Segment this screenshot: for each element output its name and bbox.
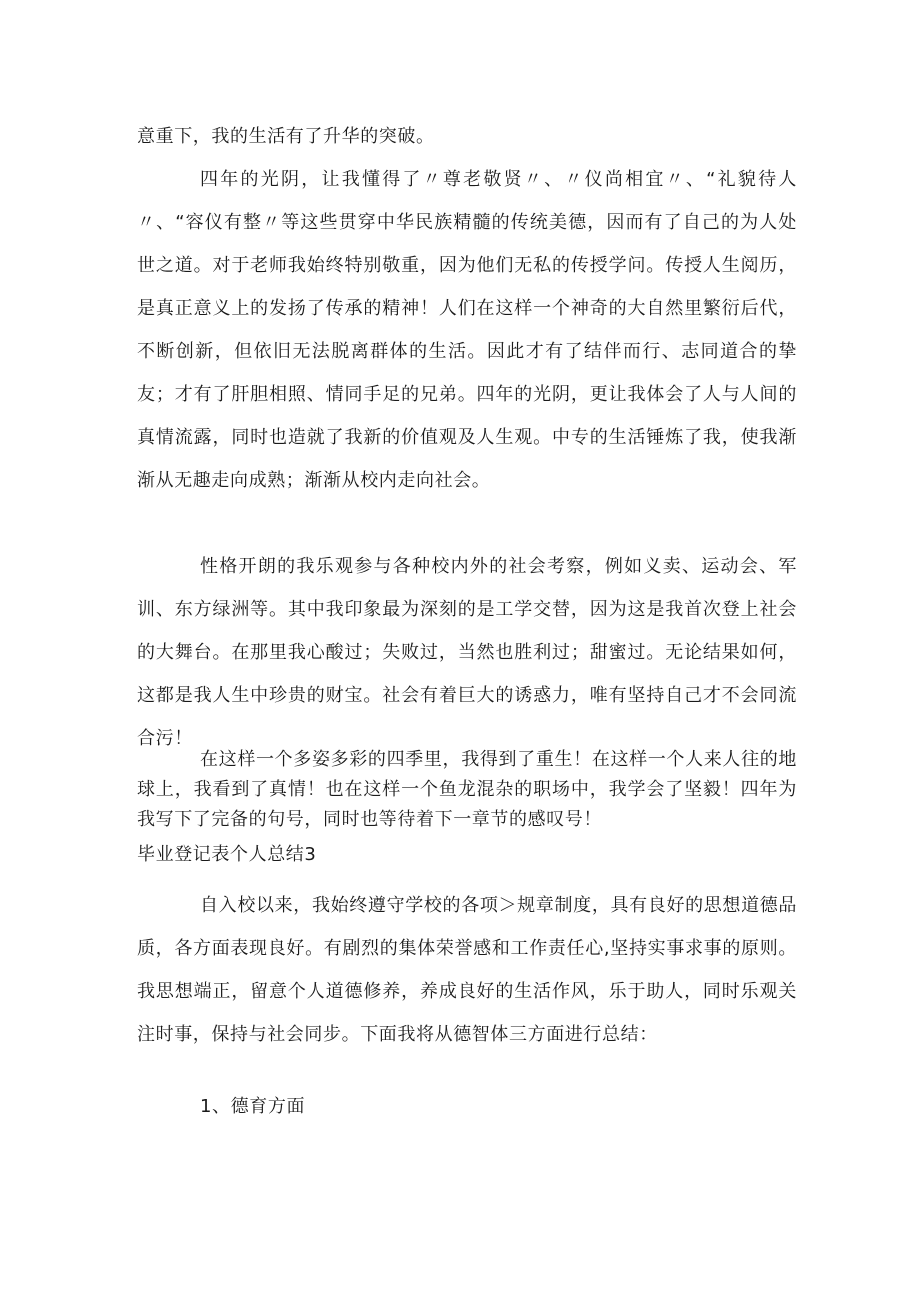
paragraph-four-seasons: 在这样一个多姿多彩的四季里，我得到了重生！在这样一个人来人往的地球上，我看到了真情！也在这样一个鱼龙混杂的职场中，我学会了坚毅！四年为我写下了完备的句号，同时也等待着下一章节的感叹号！	[137, 749, 797, 830]
paragraph-continuation: 意重下，我的生活有了升华的突破。	[137, 126, 435, 147]
paragraph-since-enrollment: 自入校以来，我始终遵守学校的各项＞规章制度，具有良好的思想道德品质，各方面表现良好。有剧烈的集体荣誉感和工作责任心,坚持实事求事的原则。我思想端正，留意个人道德修养，养成良好的生活作风，乐于助人，同时乐观关注时事，保持与社会同步。下面我将从德智体三方面进行总结：	[137, 895, 797, 1045]
subheading-moral-education: 1、德育方面	[200, 1096, 306, 1117]
paragraph-four-years: 四年的光阴，让我懂得了〃尊老敬贤〃、〃仪尚相宜〃、“礼貌待人〃、“容仪有整〃等这些贯穿中华民族精髓的传统美德，因而有了自己的为人处世之道。对于老师我始终特别敬重，因为他们无私的传授学问。传授人生阅历，是真正意义上的发扬了传承的精神！人们在这样一个神奇的大自然里繁衍后代，不断创新，但依旧无法脱离群体的生活。因此才有了结伴而行、志同道合的挚友；才有了肝胆相照、情同手足的兄弟。四年的光阴，更让我体会了人与人间的真情流露，同时也造就了我新的价值观及人生观。中专的生活锤炼了我，使我渐渐从无趣走向成熟；渐渐从校内走向社会。	[137, 169, 797, 491]
paragraph-personality: 性格开朗的我乐观参与各种校内外的社会考察，例如义卖、运动会、军训、东方绿洲等。其中我印象最为深刻的是工学交替，因为这是我首次登上社会的大舞台。在那里我心酸过；失败过，当然也胜利过；甜蜜过。无论结果如何，这都是我人生中珍贵的财宝。社会有着巨大的诱惑力，唯有坚持自己才不会同流合污！	[137, 556, 797, 749]
section-heading: 毕业登记表个人总结3	[137, 844, 317, 865]
